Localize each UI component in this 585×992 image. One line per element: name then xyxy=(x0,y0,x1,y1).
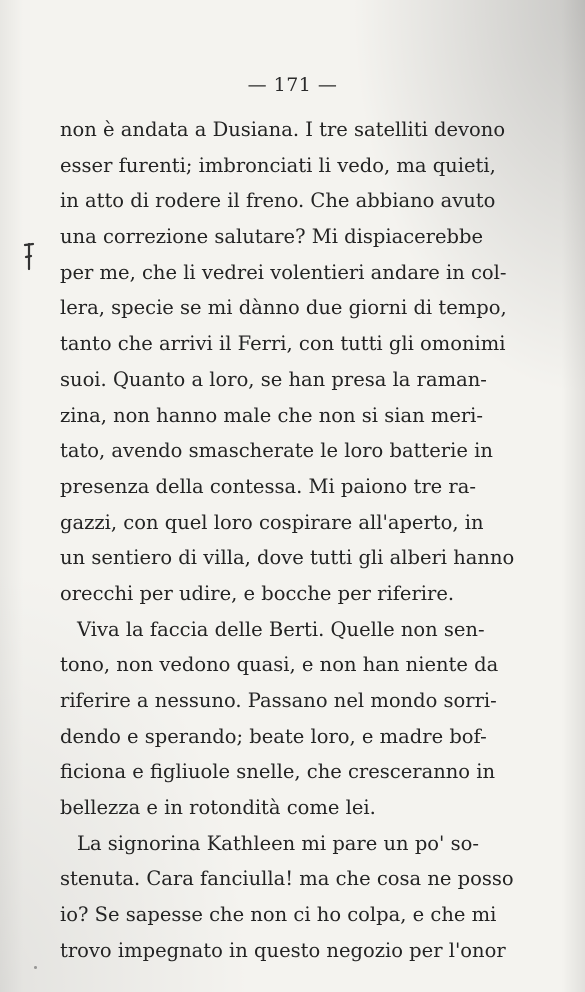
text-line: gazzi, con quel loro cospirare all'aperto, in xyxy=(60,510,484,534)
text-line: riferire a nessuno. Passano nel mondo sorri- xyxy=(60,689,497,712)
text-line: esser furenti; imbronciati li vedo, ma quieti, xyxy=(60,153,496,177)
text-line: dendo e sperando; beate loro, e madre bof- xyxy=(60,724,487,748)
text-line: Viva la faccia delle Berti. Quelle non sen- xyxy=(77,617,485,641)
text-line: tono, non vedono quasi, e non han niente da xyxy=(60,653,499,677)
text-line: non è andata a Dusiana. I tre satelliti devono xyxy=(60,118,506,141)
page-number: — 171 — xyxy=(247,74,338,96)
text-line: per me, che li vedrei volentieri andare in col- xyxy=(60,260,507,284)
margin-mark xyxy=(22,242,36,272)
text-line: ficiona e figliuole snelle, che cresceranno in xyxy=(60,760,496,784)
text-line: La signorina Kathleen mi pare un po' so- xyxy=(77,831,479,855)
text-line: suoi. Quanto a loro, se han presa la raman- xyxy=(60,367,487,391)
text-line: tato, avendo smascherate le loro batterie in xyxy=(60,439,493,463)
text-line: un sentiero di villa, dove tutti gli alberi hanno xyxy=(60,546,515,570)
text-line: io? Se sapesse che non ci ho colpa, e che mi xyxy=(60,903,497,927)
text-line: zina, non hanno male che non si sian meri- xyxy=(60,403,484,427)
text-line: orecchi per udire, e bocche per riferire. xyxy=(60,581,455,605)
text-line: stenuta. Cara fanciulla! ma che cosa ne posso xyxy=(60,867,514,891)
body-text xyxy=(60,112,515,969)
text-line: bellezza e in rotondità come lei. xyxy=(60,796,376,820)
text-line: presenza della contessa. Mi paiono tre ra- xyxy=(60,474,476,498)
text-line: tanto che arrivi il Ferri, con tutti gli omonimi xyxy=(60,332,506,356)
text-line: lera, specie se mi dànno due giorni di tempo, xyxy=(60,296,507,320)
text-line: una correzione salutare? Mi dispiacerebbe xyxy=(60,225,484,249)
paper-speck xyxy=(34,966,37,969)
text-line: trovo impegnato in questo negozio per l'onor xyxy=(60,938,506,962)
text-line: in atto di rodere il freno. Che abbiano avuto xyxy=(60,189,496,213)
